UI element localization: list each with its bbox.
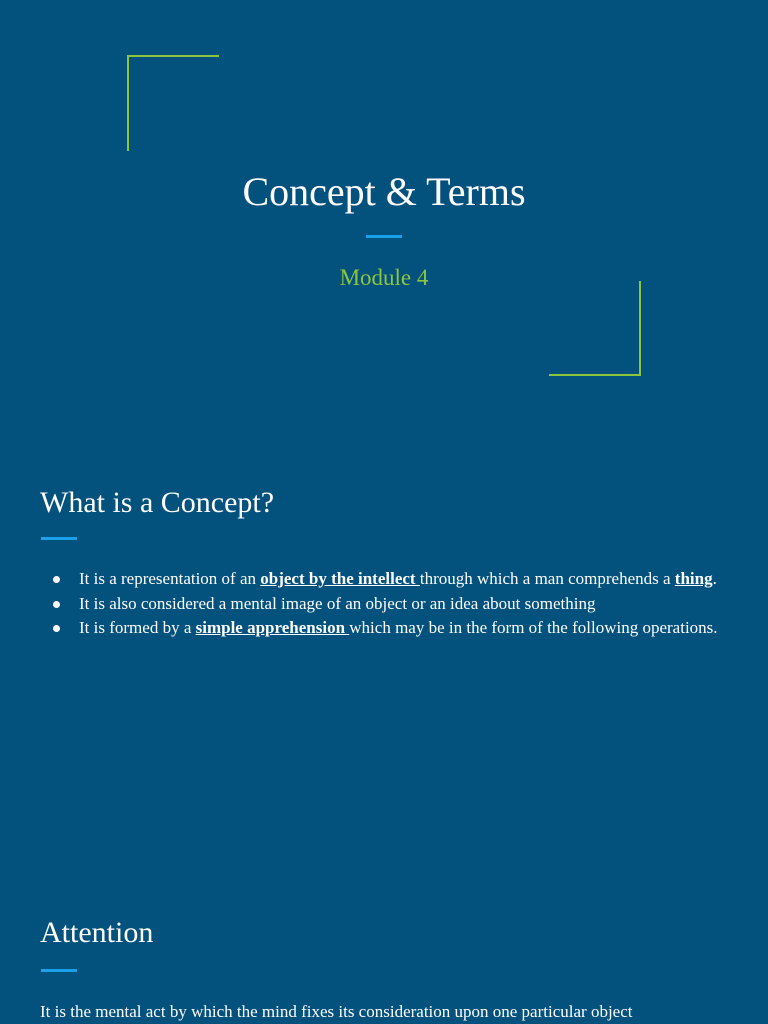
emphasis-thing: thing <box>674 569 713 588</box>
concept-heading: What is a Concept? <box>40 486 275 519</box>
bullet-item: It is a representation of an object by the intellect through which a man comprehends a thing. <box>79 567 729 592</box>
corner-bracket-top-left <box>127 55 219 57</box>
slide-subtitle: Module 4 <box>339 265 429 290</box>
bullet-item: It is also considered a mental image of an object or an idea about something <box>79 592 729 617</box>
attention-paragraph: It is the mental act by which the mind fixes its consideration upon one particular object <box>40 1002 633 1021</box>
attention-accent-line <box>41 969 77 972</box>
corner-bracket-top-left-vertical <box>127 55 129 151</box>
bullet-item: It is formed by a simple apprehension which may be in the form of the following operations. <box>79 616 729 641</box>
concept-accent-line <box>41 537 77 540</box>
title-accent-line <box>366 235 402 238</box>
corner-bracket-bottom-right-vertical <box>639 281 641 376</box>
slide-title: Concept & Terms <box>242 169 526 214</box>
concept-bullet-list <box>79 567 729 641</box>
corner-bracket-bottom-right <box>549 374 641 376</box>
emphasis-simple-apprehension: simple apprehension <box>195 618 350 637</box>
attention-heading: Attention <box>40 916 154 949</box>
emphasis-object-by-intellect: object by the intellect <box>260 569 420 588</box>
